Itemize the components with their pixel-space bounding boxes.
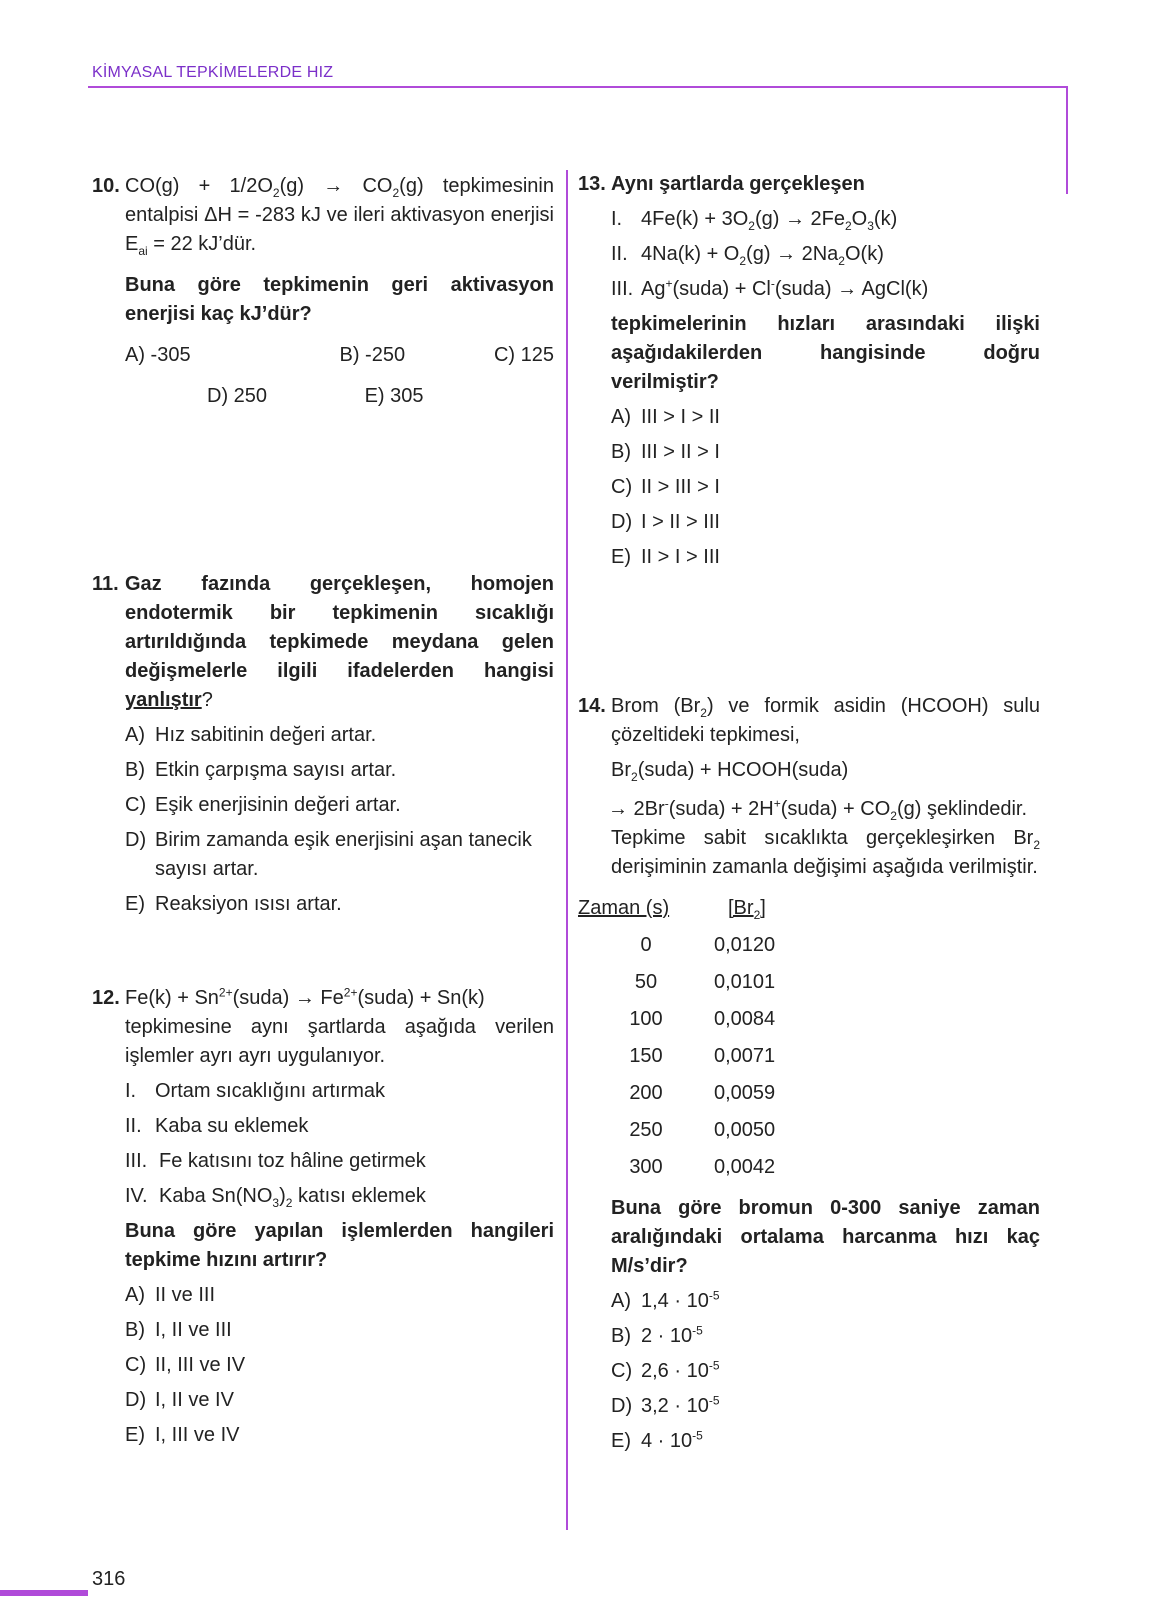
eq-part: (suda) + CO bbox=[780, 798, 891, 820]
option-text: II ve III bbox=[155, 1284, 216, 1306]
option-letter: D) bbox=[125, 829, 147, 851]
option-b[interactable] bbox=[125, 1316, 554, 1345]
option-b[interactable]: B) -250 bbox=[339, 344, 406, 366]
option-value: 4 · 10 bbox=[641, 1430, 693, 1452]
item-label: III. bbox=[125, 1150, 148, 1172]
intro-text: ) ve formik asidin (HCOOH) sulu çözeltideki tepkimesi, bbox=[611, 695, 1040, 746]
option-value: 1,4 · 10 bbox=[641, 1290, 709, 1312]
option-text: II > I > III bbox=[641, 546, 720, 568]
option-letter: A) bbox=[611, 1290, 631, 1312]
question-intro: tepkimesine aynı şartlarda aşağıda verilen işlemler ayrı ayrı uygulanıyor. bbox=[125, 1016, 554, 1067]
eq-part: (g) şeklindedir. bbox=[896, 798, 1027, 820]
option-a[interactable] bbox=[611, 403, 1040, 432]
cell-concentration: 0,0059 bbox=[714, 1082, 776, 1104]
options-list bbox=[611, 403, 1040, 572]
option-c[interactable] bbox=[611, 473, 1040, 502]
option-a[interactable] bbox=[125, 1281, 554, 1310]
option-b[interactable] bbox=[125, 756, 554, 785]
option-b[interactable] bbox=[611, 1322, 1040, 1351]
footer-accent-bar bbox=[0, 1590, 88, 1596]
header-concentration bbox=[714, 894, 824, 923]
item-text-part: ) bbox=[279, 1185, 286, 1207]
eq-part: (suda) + 2H bbox=[668, 798, 774, 820]
option-text: Reaksiyon ısısı artar. bbox=[155, 893, 342, 915]
subscript: 2 bbox=[392, 186, 400, 200]
option-d[interactable] bbox=[125, 1386, 554, 1415]
exponent: -5 bbox=[692, 1323, 703, 1338]
option-d[interactable] bbox=[125, 826, 554, 884]
subscript: 2 bbox=[838, 254, 845, 268]
cell-concentration: 0,0120 bbox=[714, 934, 776, 956]
option-c[interactable] bbox=[125, 1351, 554, 1380]
item-text-part: Kaba Sn(NO bbox=[159, 1185, 273, 1207]
option-e[interactable] bbox=[611, 1427, 1040, 1456]
cell-time: 50 bbox=[634, 971, 658, 993]
cell-time: 200 bbox=[629, 1082, 663, 1104]
option-letter: C) bbox=[611, 1360, 633, 1382]
reaction-equation bbox=[125, 984, 554, 1013]
option-letter: D) bbox=[125, 1389, 147, 1411]
option-letter: C) bbox=[125, 794, 147, 816]
superscript: 2+ bbox=[343, 985, 358, 1000]
item-text bbox=[159, 1182, 426, 1211]
option-e[interactable] bbox=[611, 543, 1040, 572]
item-label: IV. bbox=[125, 1185, 148, 1207]
option-text: III > II > I bbox=[641, 441, 720, 463]
subscript: ai bbox=[138, 244, 148, 258]
item-label: II. bbox=[125, 1115, 142, 1137]
option-text: II, III ve IV bbox=[155, 1354, 246, 1376]
cell-concentration: 0,0050 bbox=[714, 1119, 776, 1141]
item-label: I. bbox=[125, 1080, 137, 1102]
option-value: 2 · 10 bbox=[641, 1325, 693, 1347]
concentration-table bbox=[578, 890, 1040, 1186]
option-letter: D) bbox=[611, 1395, 633, 1417]
subscript: 2 bbox=[285, 1196, 293, 1210]
header-corner-rule bbox=[1066, 86, 1068, 194]
question-11 bbox=[92, 570, 554, 925]
option-text bbox=[641, 1427, 703, 1456]
operations-list bbox=[125, 1077, 554, 1211]
desc-text: derişiminin zamanla değişimi aşağıda verilmiştir. bbox=[611, 856, 1038, 878]
option-letter: A) bbox=[125, 1284, 145, 1306]
option-text: I, II ve III bbox=[155, 1319, 232, 1341]
subscript: 2 bbox=[844, 219, 852, 233]
question-number: 12. bbox=[92, 987, 120, 1009]
cell-time: 150 bbox=[629, 1045, 663, 1067]
eq-part: (suda) + Cl bbox=[672, 278, 771, 300]
intro-text: (g) tepkimesinin entalpisi ΔH = -283 kJ ve ileri aktivasyon enerjisi E bbox=[125, 175, 554, 255]
eq-part: Ag bbox=[641, 278, 666, 300]
option-text: I > II > III bbox=[641, 511, 720, 533]
question-stem: Buna göre bromun 0-300 saniye zaman aralığındaki ortalama harcanma hızı kaç M/s’dir? bbox=[611, 1197, 1040, 1277]
item-label: I. bbox=[611, 208, 623, 230]
cell-concentration: 0,0042 bbox=[714, 1156, 776, 1178]
operation-iii bbox=[125, 1147, 554, 1176]
subscript: 2 bbox=[739, 254, 747, 268]
option-c[interactable] bbox=[125, 791, 554, 820]
eq-text: (suda) → Fe bbox=[232, 987, 344, 1009]
superscript: 2+ bbox=[218, 985, 233, 1000]
table-row bbox=[578, 1001, 1040, 1038]
column-divider bbox=[566, 170, 568, 1530]
reaction-line-1 bbox=[611, 756, 1040, 785]
option-text: Birim zamanda eşik enerjisini aşan tanecik sayısı artar. bbox=[155, 829, 532, 880]
option-letter: E) bbox=[125, 893, 145, 915]
option-letter: E) bbox=[125, 1424, 145, 1446]
question-stem: Buna göre yapılan işlemlerden hangileri tepkime hızını artırır? bbox=[125, 1220, 554, 1271]
option-letter: A) bbox=[125, 724, 145, 746]
subscript: 2 bbox=[272, 186, 280, 200]
option-letter: B) bbox=[125, 1319, 145, 1341]
options-row-1 bbox=[125, 341, 554, 370]
eq-part: 4Na(k) + O bbox=[641, 243, 740, 265]
cell-time: 100 bbox=[629, 1008, 663, 1030]
question-stem: Buna göre tepkimenin geri aktivasyon enerjisi kaç kJ’dür? bbox=[125, 274, 554, 325]
option-c[interactable]: C) 125 bbox=[493, 344, 554, 366]
eq-part: (g) → 2Fe bbox=[754, 208, 845, 230]
options-list bbox=[125, 1281, 554, 1450]
reaction-i bbox=[611, 205, 1040, 234]
header-time: Zaman (s) bbox=[578, 897, 670, 919]
exponent: -5 bbox=[708, 1288, 720, 1303]
option-text: I, II ve IV bbox=[155, 1389, 234, 1411]
question-number: 13. bbox=[578, 173, 606, 195]
option-d[interactable] bbox=[611, 508, 1040, 537]
table-description bbox=[611, 824, 1040, 882]
header-rule bbox=[88, 86, 1068, 88]
option-text bbox=[641, 1392, 720, 1421]
option-text: Eşik enerjisinin değeri artar. bbox=[155, 794, 401, 816]
option-d[interactable] bbox=[611, 1392, 1040, 1421]
subscript: 2 bbox=[890, 809, 897, 823]
table-row bbox=[578, 1112, 1040, 1149]
table-row bbox=[578, 1038, 1040, 1075]
reaction-text bbox=[641, 240, 884, 269]
option-c[interactable] bbox=[611, 1357, 1040, 1386]
table-header bbox=[578, 890, 1040, 927]
reaction-text bbox=[641, 205, 897, 234]
reaction-ii bbox=[611, 240, 1040, 269]
superscript: - bbox=[664, 796, 669, 811]
option-letter: C) bbox=[125, 1354, 147, 1376]
options-row-2 bbox=[125, 382, 554, 411]
intro-text: CO(g) + 1/2O bbox=[125, 175, 273, 197]
subscript: 3 bbox=[867, 219, 874, 233]
superscript: - bbox=[770, 276, 775, 291]
desc-text: Tepkime sabit sıcaklıkta gerçekleşirken Br bbox=[611, 827, 1034, 849]
question-14 bbox=[578, 692, 1040, 1462]
item-text: Fe katısını toz hâline getirmek bbox=[159, 1150, 426, 1172]
question-number: 10. bbox=[92, 175, 120, 197]
subscript: 2 bbox=[1033, 838, 1040, 852]
page-number: 316 bbox=[92, 1568, 126, 1590]
question-intro bbox=[611, 692, 1040, 750]
cell-concentration: 0,0084 bbox=[714, 1008, 776, 1030]
eq-part: 4Fe(k) + 3O bbox=[641, 208, 749, 230]
eq-part: (suda) + HCOOH(suda) bbox=[637, 759, 849, 781]
reaction-text bbox=[641, 275, 928, 304]
option-text: Etkin çarpışma sayısı artar. bbox=[155, 759, 397, 781]
eq-part: (g) → 2Na bbox=[746, 243, 839, 265]
eq-part: → 2Br bbox=[608, 798, 665, 820]
option-text bbox=[641, 1357, 720, 1386]
question-stem bbox=[125, 570, 554, 715]
table-row bbox=[578, 1149, 1040, 1186]
option-a[interactable] bbox=[125, 721, 554, 750]
option-e[interactable] bbox=[125, 1421, 554, 1450]
option-letter: B) bbox=[125, 759, 145, 781]
option-e[interactable]: E) 305 bbox=[364, 385, 424, 407]
item-text: Kaba su eklemek bbox=[155, 1115, 309, 1137]
option-text: III > I > II bbox=[641, 406, 720, 428]
question-number: 11. bbox=[92, 573, 119, 595]
option-text: Hız sabitinin değeri artar. bbox=[155, 724, 377, 746]
reaction-list bbox=[611, 205, 1040, 304]
stem-emphasis: yanlıştır bbox=[125, 689, 202, 711]
stem-end: ? bbox=[201, 689, 213, 711]
eq-part: (suda) → AgCl(k) bbox=[774, 278, 929, 300]
option-text: II > III > I bbox=[641, 476, 720, 498]
eq-part: O(k) bbox=[844, 243, 884, 265]
option-text: I, III ve IV bbox=[155, 1424, 240, 1446]
subscript: 2 bbox=[753, 908, 761, 922]
item-label: III. bbox=[611, 278, 634, 300]
item-text: Ortam sıcaklığını artırmak bbox=[155, 1080, 386, 1102]
option-d[interactable]: D) 250 bbox=[207, 385, 268, 407]
option-letter: E) bbox=[611, 546, 631, 568]
cell-concentration: 0,0071 bbox=[714, 1045, 776, 1067]
option-value: 3,2 · 10 bbox=[641, 1395, 709, 1417]
operation-i bbox=[125, 1077, 554, 1106]
cell-time: 300 bbox=[629, 1156, 663, 1178]
option-letter: D) bbox=[611, 511, 633, 533]
option-letter: B) bbox=[611, 441, 631, 463]
subscript: 2 bbox=[748, 219, 755, 233]
option-a[interactable] bbox=[611, 1287, 1040, 1316]
intro-text: Brom (Br bbox=[611, 695, 701, 717]
cell-time: 250 bbox=[629, 1119, 663, 1141]
eq-part: (k) bbox=[873, 208, 898, 230]
intro-text: (g) → CO bbox=[279, 175, 393, 197]
option-letter: C) bbox=[611, 476, 633, 498]
item-label: II. bbox=[611, 243, 628, 265]
stem-text: Gaz fazında gerçekleşen, homojen endotermik bir tepkimenin sıcaklığı artırıldığında tepkimede meydana gelen değişmelerle ilgili ifadelerden hangisi bbox=[125, 573, 554, 682]
exponent: -5 bbox=[708, 1393, 720, 1408]
operation-ii bbox=[125, 1112, 554, 1141]
question-12 bbox=[92, 984, 554, 1456]
eq-part: Br bbox=[611, 759, 631, 781]
header-part: [Br bbox=[728, 897, 754, 919]
running-header: KİMYASAL TEPKİMELERDE HIZ bbox=[92, 64, 334, 81]
exponent: -5 bbox=[708, 1358, 720, 1373]
option-text bbox=[641, 1322, 703, 1351]
subscript: 2 bbox=[700, 706, 707, 720]
superscript: + bbox=[773, 796, 781, 811]
reaction-iii bbox=[611, 275, 1040, 304]
exponent: -5 bbox=[692, 1428, 703, 1443]
item-text-part: katısı eklemek bbox=[292, 1185, 426, 1207]
option-value: 2,6 · 10 bbox=[641, 1360, 709, 1382]
eq-part: O bbox=[851, 208, 868, 230]
question-title: Aynı şartlarda gerçekleşen bbox=[611, 173, 865, 195]
eq-text: Fe(k) + Sn bbox=[125, 987, 219, 1009]
option-letter: B) bbox=[611, 1325, 631, 1347]
option-text bbox=[641, 1287, 720, 1316]
cell-concentration: 0,0101 bbox=[714, 971, 776, 993]
table-row bbox=[578, 964, 1040, 1001]
subscript: 2 bbox=[631, 770, 638, 784]
question-stem: tepkimelerinin hızları arasındaki ilişki aşağıdakilerden hangisinde doğru verilmiştir? bbox=[611, 313, 1040, 393]
question-intro bbox=[125, 172, 554, 259]
question-10 bbox=[92, 172, 554, 411]
subscript: 3 bbox=[272, 1196, 280, 1210]
table-row bbox=[578, 927, 1040, 964]
header-part: ] bbox=[760, 897, 766, 919]
superscript: + bbox=[665, 276, 673, 291]
question-13 bbox=[578, 170, 1040, 578]
operation-iv bbox=[125, 1182, 554, 1211]
option-e[interactable] bbox=[125, 890, 554, 919]
options-list bbox=[611, 1287, 1040, 1456]
reaction-line-2 bbox=[608, 795, 1040, 824]
options-list bbox=[125, 721, 554, 919]
cell-time: 0 bbox=[640, 934, 652, 956]
option-letter: E) bbox=[611, 1430, 631, 1452]
eq-text: (suda) + Sn(k) bbox=[357, 987, 485, 1009]
question-number: 14. bbox=[578, 695, 606, 717]
intro-text: = 22 kJ’dür. bbox=[147, 233, 257, 255]
table-row bbox=[578, 1075, 1040, 1112]
option-b[interactable] bbox=[611, 438, 1040, 467]
option-letter: A) bbox=[611, 406, 631, 428]
option-a[interactable]: A) -305 bbox=[125, 344, 191, 366]
